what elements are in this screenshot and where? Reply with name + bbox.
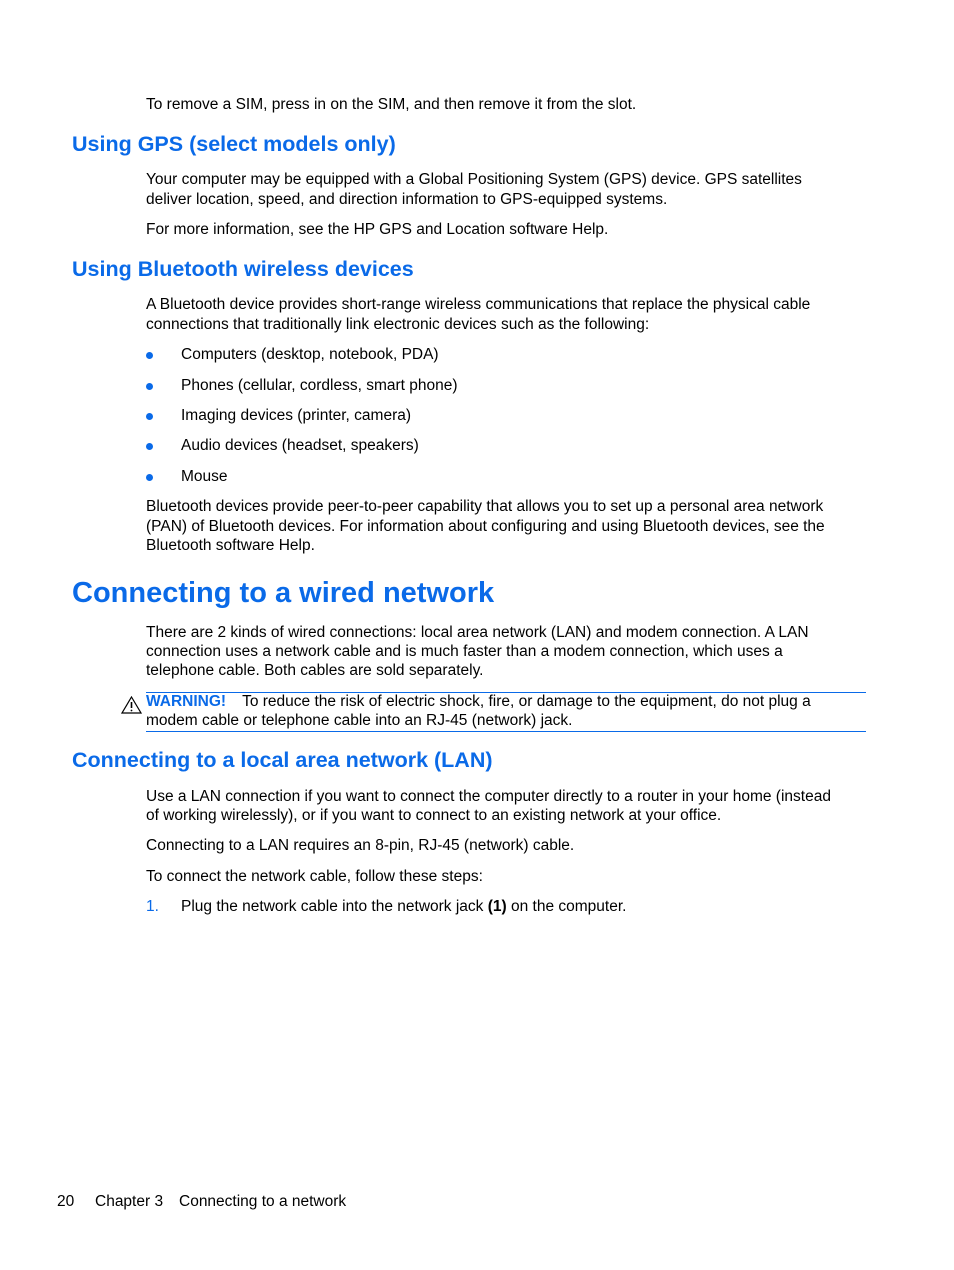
bluetooth-paragraph-2-line-1: Bluetooth devices provide peer-to-peer capability that allows you to set up a personal area network [146,498,824,515]
bluetooth-paragraph-1-line-2: connections that traditionally link electronic devices such as the following: [146,316,650,333]
warning-line-1 [146,692,811,712]
bullet-icon [146,383,153,390]
step-text-end: on the computer. [506,898,627,915]
lan-heading: Connecting to a local area network (LAN) [72,748,493,772]
list-item: Imaging devices (printer, camera) [181,407,412,424]
gps-paragraph-1-line-1: Your computer may be equipped with a Global Positioning System (GPS) device. GPS satellites [146,171,802,188]
list-item: Phones (cellular, cordless, smart phone) [181,377,458,394]
intro-paragraph: To remove a SIM, press in on the SIM, and then remove it from the slot. [146,96,637,113]
warning-text-line-1: To reduce the risk of electric shock, fire, or damage to the equipment, do not plug a [242,693,811,710]
bluetooth-paragraph-1-line-1: A Bluetooth device provides short-range wireless communications that replace the physical cable [146,296,811,313]
wired-paragraph-line-2: connection uses a network cable and is much faster than a modem connection, which uses a [146,643,783,660]
wired-paragraph-line-1: There are 2 kinds of wired connections: local area network (LAN) and modem connection. A LAN [146,624,809,641]
list-item: Computers (desktop, notebook, PDA) [181,346,439,363]
warning-label: WARNING! [146,693,227,710]
gps-heading: Using GPS (select models only) [72,132,396,156]
bullet-icon [146,443,153,450]
lan-paragraph-1-line-1: Use a LAN connection if you want to connect the computer directly to a router in your home (instead [146,788,831,805]
bullet-icon [146,474,153,481]
warning-triangle-icon [121,696,142,714]
step-number: 1. [146,898,159,915]
list-item: Audio devices (headset, speakers) [181,437,419,454]
wired-paragraph-line-3: telephone cable. Both cables are sold separately. [146,662,484,679]
footer-chapter-title: Connecting to a network [179,1193,347,1210]
step-text-start: Plug the network cable into the network jack [181,898,488,915]
warning-text-line-2: modem cable or telephone cable into an RJ-45 (network) jack. [146,712,573,729]
step-callout: (1) [487,898,507,915]
list-item: Mouse [181,468,228,485]
page-number: 20 [57,1193,75,1210]
bluetooth-heading: Using Bluetooth wireless devices [72,257,414,281]
bluetooth-paragraph-2-line-3: Bluetooth software Help. [146,537,315,554]
gps-paragraph-1-line-2: deliver location, speed, and direction information to GPS-equipped systems. [146,191,668,208]
footer-chapter: Chapter 3 [95,1193,164,1210]
bullet-icon [146,413,153,420]
step-text [181,897,626,917]
wired-network-heading: Connecting to a wired network [72,577,495,609]
lan-paragraph-2: Connecting to a LAN requires an 8-pin, RJ-45 (network) cable. [146,837,575,854]
gps-paragraph-2: For more information, see the HP GPS and Location software Help. [146,221,609,238]
bullet-icon [146,352,153,359]
lan-paragraph-3: To connect the network cable, follow these steps: [146,868,483,885]
bluetooth-paragraph-2-line-2: (PAN) of Bluetooth devices. For information about configuring and using Bluetooth devices, see the [146,518,825,535]
lan-paragraph-1-line-2: of working wirelessly), or if you want to connect to an existing network at your office. [146,807,722,824]
